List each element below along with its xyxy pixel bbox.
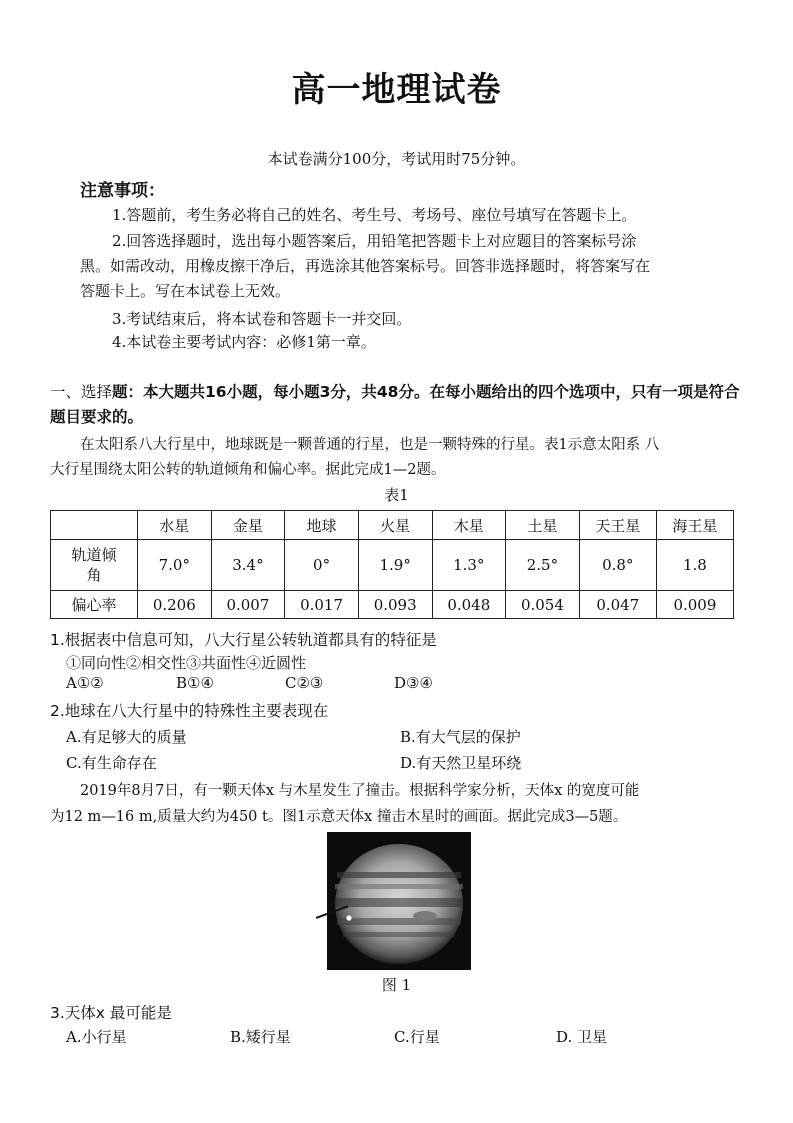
figure-caption: 图 1 bbox=[381, 976, 412, 994]
section-instructions: 题：本大题共16小题，每小题3分，共48分。在每小题给出的四个选项中，只有一项是符合题目要求的。 bbox=[50, 383, 740, 426]
table-header-cell: 木星 bbox=[432, 511, 506, 540]
table-cell: 0° bbox=[285, 540, 359, 591]
table-row-label-line: 偏心率 bbox=[71, 595, 117, 614]
notice-line-1: 1.答题前，考生务必将自己的姓名、考生号、考场号、座位号填写在答题卡上。 bbox=[112, 206, 637, 224]
table-caption: 表1 bbox=[384, 486, 409, 504]
question-1-option-d[interactable]: D③④ bbox=[394, 674, 433, 692]
question-2-option-d[interactable]: D.有天然卫星环绕 bbox=[400, 754, 522, 772]
question-2-stem: 2.地球在八大行星中的特殊性主要表现在 bbox=[50, 702, 329, 720]
table-cell: 1.3° bbox=[432, 540, 506, 591]
table-header-cell: 水星 bbox=[138, 511, 212, 540]
question-2-option-a[interactable]: A.有足够大的质量 bbox=[66, 728, 187, 746]
table-row-label bbox=[51, 540, 138, 591]
passage1-line-2: 大行星围绕太阳公转的轨道倾角和偏心率。据此完成1—2题。 bbox=[50, 462, 446, 478]
notice-line-3: 黑。如需改动，用橡皮擦干净后，再选涂其他答案标号。回答非选择题时，将答案写在 bbox=[80, 257, 651, 275]
question-1-stem: 1.根据表中信息可知，八大行星公转轨道都具有的特征是 bbox=[50, 631, 437, 649]
notice-line-5: 3.考试结束后，将本试卷和答题卡一并交回。 bbox=[112, 310, 412, 328]
question-1-option-b[interactable]: B①④ bbox=[176, 674, 214, 692]
table-cell: 1.8 bbox=[656, 540, 733, 591]
question-2-option-c[interactable]: C.有生命存在 bbox=[66, 754, 157, 772]
question-2-option-b[interactable]: B.有大气层的保护 bbox=[400, 728, 521, 746]
question-3-option-c[interactable]: C.行星 bbox=[394, 1028, 440, 1046]
table-row bbox=[51, 540, 734, 591]
passage2-line-2: 为12 m—16 m,质量大约为450 t。图1示意天体x 撞击木星时的画面。据此完成3—5题。 bbox=[50, 809, 628, 825]
table-header-cell: 海王星 bbox=[656, 511, 733, 540]
question-3-option-b[interactable]: B.矮行星 bbox=[230, 1028, 291, 1046]
table-cell: 0.206 bbox=[138, 591, 212, 619]
table-row-label-line: 轨道倾 bbox=[71, 546, 117, 564]
notice-line-2: 2.回答选择题时，选出每小题答案后，用铅笔把答题卡上对应题目的答案标号涂 bbox=[112, 232, 637, 250]
table-cell: 0.048 bbox=[432, 591, 506, 619]
exam-info: 本试卷满分100分，考试用时75分钟。 bbox=[267, 150, 526, 168]
table-header-cell: 金星 bbox=[211, 511, 285, 540]
notice-line-6: 4.本试卷主要考试内容：必修1第一章。 bbox=[112, 333, 376, 351]
table-header-cell: 地球 bbox=[285, 511, 359, 540]
table-header-cell: 土星 bbox=[506, 511, 580, 540]
section-heading bbox=[50, 380, 750, 430]
question-1-option-c[interactable]: C②③ bbox=[285, 674, 324, 692]
table-row-label bbox=[51, 591, 138, 619]
table-cell: 1.9° bbox=[358, 540, 432, 591]
question-3-stem: 3.天体x 最可能是 bbox=[50, 1004, 172, 1022]
table-cell: 0.017 bbox=[285, 591, 359, 619]
table-header-row bbox=[51, 511, 734, 540]
table-header-cell: 天王星 bbox=[579, 511, 656, 540]
passage2-line-1: 2019年8月7日，有一颗天体x 与木星发生了撞击。根据科学家分析，天体x 的宽度可能 bbox=[80, 783, 640, 799]
impact-flash-marker bbox=[346, 915, 351, 920]
table-row-label-line: 角 bbox=[86, 566, 102, 584]
table-cell: 0.007 bbox=[211, 591, 285, 619]
table-cell: 0.047 bbox=[579, 591, 656, 619]
question-3-option-a[interactable]: A.小行星 bbox=[66, 1028, 127, 1046]
question-1-option-a[interactable]: A①② bbox=[66, 674, 104, 692]
table-cell: 0.054 bbox=[506, 591, 580, 619]
table-row bbox=[51, 591, 734, 619]
table-header-cell bbox=[51, 511, 138, 540]
passage1-line-1: 在太阳系八大行星中，地球既是一颗普通的行星，也是一颗特殊的行星。表1示意太阳系 八 bbox=[80, 437, 660, 453]
question-3-option-d[interactable]: D. 卫星 bbox=[556, 1028, 608, 1046]
table-cell: 0.8° bbox=[579, 540, 656, 591]
orbit-table bbox=[50, 510, 734, 619]
table-cell: 0.093 bbox=[358, 591, 432, 619]
notice-line-4: 答题卡上。写在本试卷上无效。 bbox=[80, 282, 291, 300]
page-title: 高一地理试卷 bbox=[291, 70, 502, 110]
jupiter-impact-photo bbox=[327, 832, 471, 970]
notice-heading: 注意事项： bbox=[80, 181, 165, 201]
section-lead: 一、选择 bbox=[50, 383, 113, 401]
jupiter-image bbox=[327, 832, 471, 970]
question-1-statements: ①同向性②相交性③共面性④近圆性 bbox=[66, 654, 307, 672]
table-cell: 0.009 bbox=[656, 591, 733, 619]
table-header-cell: 火星 bbox=[358, 511, 432, 540]
table-cell: 3.4° bbox=[211, 540, 285, 591]
table-cell: 7.0° bbox=[138, 540, 212, 591]
table-cell: 2.5° bbox=[506, 540, 580, 591]
